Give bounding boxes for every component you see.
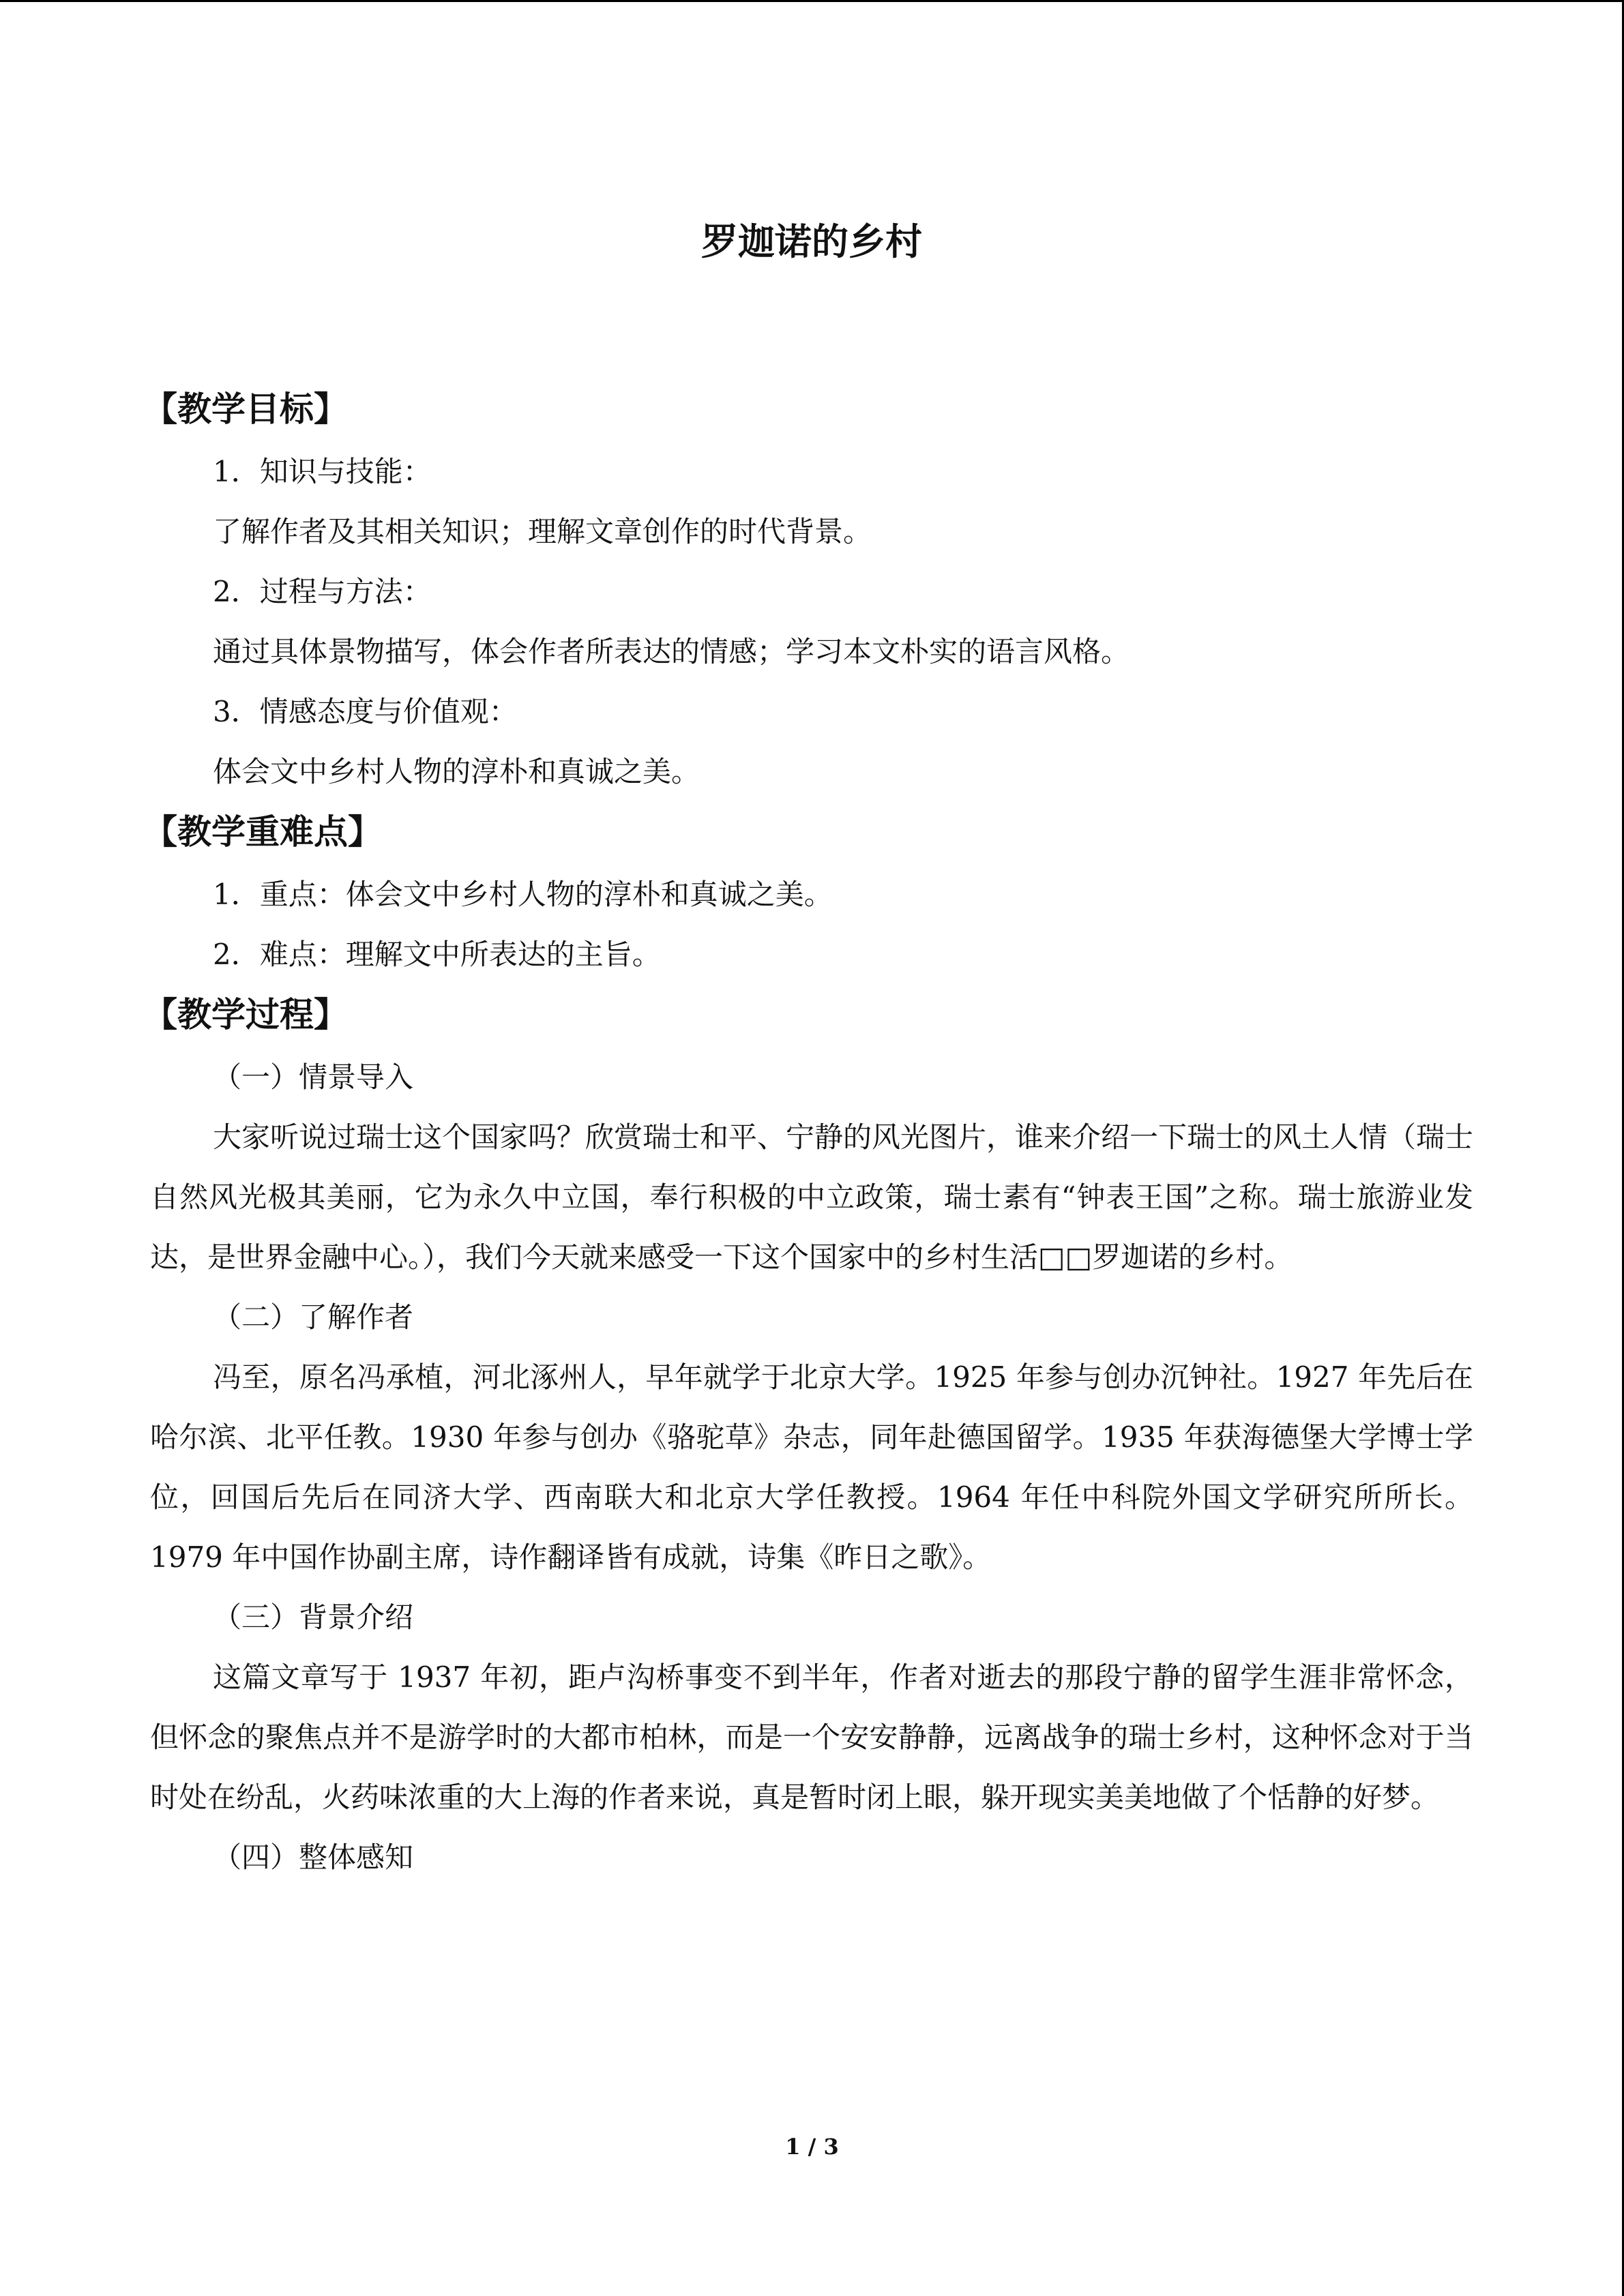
objective-item: 3．情感态度与价值观：	[213, 695, 518, 728]
key-point-item: 1．重点：体会文中乡村人物的淳朴和真诚之美。	[213, 878, 833, 911]
key-point-item: 2．难点：理解文中所表达的主旨。	[213, 938, 661, 971]
objective-item: 2．过程与方法：	[213, 575, 432, 608]
section-heading-objectives: 【教学目标】	[143, 389, 348, 429]
subheading-background: （三）背景介绍	[213, 1600, 414, 1634]
paragraph-author: 冯至，原名冯承植，河北涿州人，早年就学于北京大学。1925 年参与创办沉钟社。1927 年先后在哈尔滨、北平任教。1930 年参与创办《骆驼草》杂志，同年赴德国留学。1935 年获海德堡大学博士学位，回国后先后在同济大学、西南联大和北京大学任教授。1964 年任中科院外国文学研究所所长。1979 年中国作协副主席，诗作翻译皆有成就，诗集《昨日之歌》。	[150, 1360, 1473, 1574]
subheading-author: （二）了解作者	[213, 1300, 414, 1334]
paragraph-background: 这篇文章写于 1937 年初，距卢沟桥事变不到半年，作者对逝去的那段宁静的留学生涯非常怀念，但怀念的聚焦点并不是游学时的大都市柏林，而是一个安安静静，远离战争的瑞士乡村，这种怀念对于当时处在纷乱，火药味浓重的大上海的作者来说，真是暂时闭上眼，躲开现实美美地做了个恬静的好梦。	[150, 1660, 1473, 1814]
document-title: 罗迦诺的乡村	[701, 220, 922, 263]
objective-item: 通过具体景物描写，体会作者所表达的情感；学习本文朴实的语言风格。	[213, 635, 1130, 668]
page-number: 1 / 3	[785, 2134, 839, 2160]
paragraph-intro: 大家听说过瑞士这个国家吗？欣赏瑞士和平、宁静的风光图片，谁来介绍一下瑞士的风土人情（瑞士自然风光极其美丽，它为永久中立国，奉行积极的中立政策，瑞士素有“钟表王国”之称。瑞士旅游业发达，是世界金融中心。），我们今天就来感受一下这个国家中的乡村生活□□罗迦诺的乡村。	[150, 1120, 1474, 1274]
document-page	[143, 198, 1474, 1890]
objective-item: 了解作者及其相关知识；理解文章创作的时代背景。	[213, 515, 872, 548]
process-content	[150, 1047, 1473, 1888]
subheading-intro: （一）情景导入	[213, 1060, 414, 1094]
section-heading-process: 【教学过程】	[143, 995, 348, 1034]
objectives-list	[150, 442, 1473, 802]
section-heading-key-points: 【教学重难点】	[143, 812, 382, 852]
objective-item: 1．知识与技能：	[213, 455, 432, 488]
key-points-list	[150, 865, 1473, 985]
page-border-top	[0, 0, 1624, 2]
subheading-overview: （四）整体感知	[213, 1840, 414, 1874]
objective-item: 体会文中乡村人物的淳朴和真诚之美。	[213, 755, 700, 788]
